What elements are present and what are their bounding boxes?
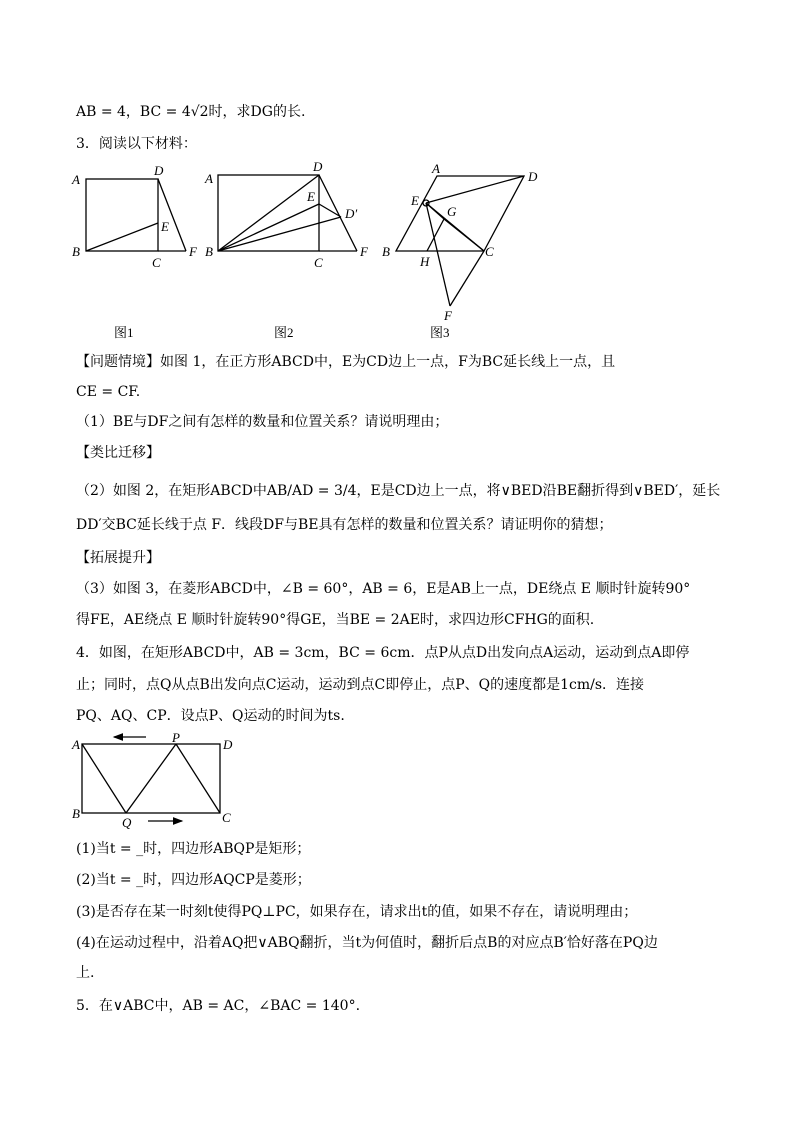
figure-3	[378, 160, 548, 340]
fig1-label-c: C	[152, 255, 161, 270]
fig1-label-e: E	[161, 219, 169, 234]
text-line-11: 得FE，AE绕点 E 顺时针旋转90°得GE，当BE = 2AE时，求四边形CFHG的面积.	[76, 612, 595, 628]
fig4-label-q: Q	[122, 815, 132, 830]
fig3-label-c: C	[485, 244, 494, 259]
fig3-caption: 图3	[430, 325, 450, 340]
question-4-1: (1)当t = _时，四边形ABQP是矩形；	[76, 841, 311, 857]
text-line-10: （3）如图 3，在菱形ABCD中，∠B = 60°，AB = 6，E是AB上一点，DE绕点 E 顺时针旋转90°	[76, 581, 691, 597]
fig2-label-d: D	[313, 159, 323, 174]
fig4-label-d: D	[223, 737, 233, 752]
fig3-label-a: A	[432, 161, 440, 176]
figure-4	[66, 732, 246, 832]
fig2-label-f: F	[360, 244, 368, 259]
fig3-label-h: H	[420, 254, 430, 269]
fig2-label-a: A	[205, 171, 213, 186]
question-4-4-cont: 上.	[76, 965, 95, 981]
figure-2	[202, 160, 382, 340]
figure-1	[66, 160, 196, 340]
text-line-5: （1）BE与DF之间有怎样的数量和位置关系？请说明理由；	[76, 414, 449, 430]
text-line-7: （2）如图 2，在矩形ABCD中AB/AD = 3/4，E是CD边上一点，将∨BED沿BE翻折得到∨BED′，延长	[76, 483, 721, 499]
fig1-caption: 图1	[114, 325, 134, 340]
fig4-label-c: C	[222, 810, 231, 825]
section-heading-extension: 【拓展提升】	[76, 550, 160, 566]
text-line-3: 【问题情境】如图 1，在正方形ABCD中，E为CD边上一点，F为BC延长线上一点，且	[76, 354, 616, 370]
section-heading-analogy: 【类比迁移】	[76, 445, 160, 461]
fig3-label-b: B	[382, 244, 390, 259]
problem-5-line-1: 5．在∨ABC中，AB = AC，∠BAC = 140°.	[76, 998, 361, 1014]
fig1-label-f: F	[189, 244, 197, 259]
fig3-label-g: G	[447, 204, 457, 219]
fig2-label-e: E	[307, 189, 315, 204]
fig1-label-d: D	[154, 163, 164, 178]
fig4-label-b: B	[72, 806, 80, 821]
fig3-label-f: F	[444, 308, 452, 323]
problem-4-line-3: PQ、AQ、CP．设点P、Q运动的时间为ts.	[76, 708, 345, 724]
question-4-4: (4)在运动过程中，沿着AQ把∨ABQ翻折，当t为何值时，翻折后点B的对应点B′恰好落在PQ边	[76, 935, 658, 951]
question-4-2: (2)当t = _时，四边形AQCP是菱形；	[76, 872, 311, 888]
question-4-3: (3)是否存在某一时刻t使得PQ⊥PC，如果存在，请求出t的值，如果不存在，请说明理由；	[76, 904, 638, 920]
fig3-label-e: E	[411, 193, 419, 208]
fig2-label-b: B	[205, 244, 213, 259]
fig1-label-a: A	[72, 172, 80, 187]
fig1-label-b: B	[72, 244, 80, 259]
fig2-label-dprime: D′	[345, 206, 358, 221]
text-line-4: CE = CF.	[76, 384, 141, 400]
problem-4-line-2: 止；同时，点Q从点B出发向点C运动，运动到点C即停止，点P、Q的速度都是1cm/s．连接	[76, 677, 645, 693]
text-line-1: AB = 4，BC = 4√2时，求DG的长.	[76, 104, 306, 120]
problem-3-heading: 3．阅读以下材料：	[76, 136, 197, 152]
fig3-label-d: D	[528, 169, 538, 184]
text-line-8: DD′交BC延长线于点 F．线段DF与BE具有怎样的数量和位置关系？请证明你的猜想；	[76, 517, 613, 533]
fig4-label-p: P	[172, 730, 180, 745]
problem-4-line-1: 4．如图，在矩形ABCD中，AB = 3cm，BC = 6cm．点P从点D出发向点A运动，运动到点A即停	[76, 645, 690, 661]
fig2-caption: 图2	[274, 325, 294, 340]
fig2-label-c: C	[314, 255, 323, 270]
fig4-label-a: A	[72, 737, 80, 752]
